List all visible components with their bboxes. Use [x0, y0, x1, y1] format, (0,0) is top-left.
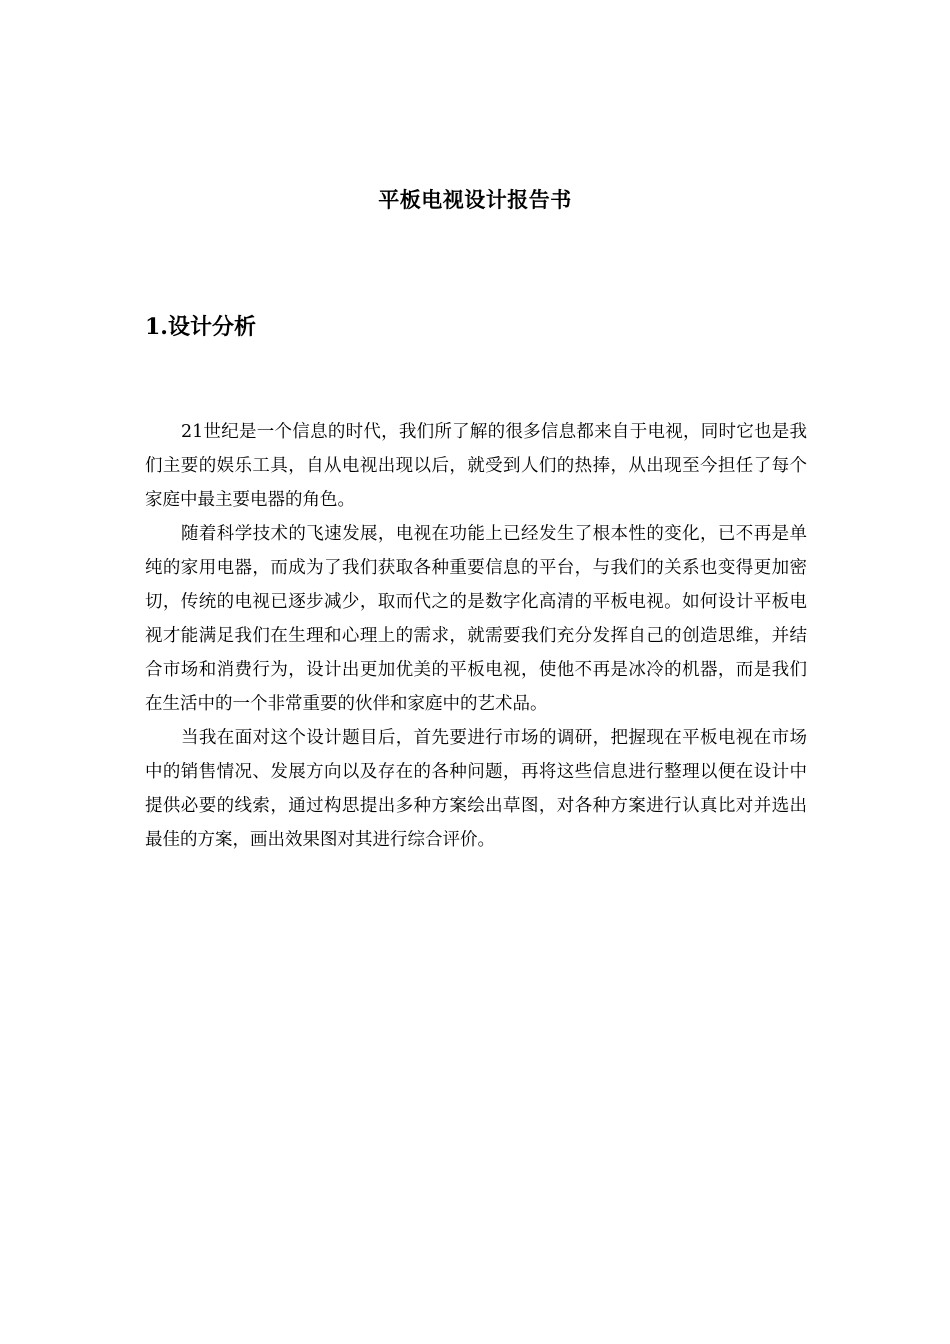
section-heading: 1.设计分析: [145, 314, 256, 340]
body-paragraph-2: 随着科学技术的飞速发展，电视在功能上已经发生了根本性的变化，已不再是单纯的家用电器，而成为了我们获取各种重要信息的平台，与我们的关系也变得更加密切，传统的电视已逐步减少，取而代之的是数字化高清的平板电视。如何设计平板电视才能满足我们在生理和心理上的需求，就需要我们充分发挥自己的创造思维，并结合市场和消费行为，设计出更加优美的平板电视，使他不再是冰冷的机器，而是我们在生活中的一个非常重要的伙伴和家庭中的艺术品。: [145, 524, 807, 714]
body-paragraph-3: 当我在面对这个设计题目后，首先要进行市场的调研，把握现在平板电视在市场中的销售情况、发展方向以及存在的各种问题，再将这些信息进行整理以便在设计中提供必要的线索，通过构思提出多种方案绘出草图，对各种方案进行认真比对并选出最佳的方案，画出效果图对其进行综合评价。: [145, 728, 807, 850]
document-title: 平板电视设计报告书: [378, 187, 572, 212]
body-paragraph-1: 21世纪是一个信息的时代，我们所了解的很多信息都来自于电视，同时它也是我们主要的娱乐工具，自从电视出现以后，就受到人们的热捧，从出现至今担任了每个家庭中最主要电器的角色。: [145, 422, 807, 510]
section-body: [145, 415, 807, 857]
